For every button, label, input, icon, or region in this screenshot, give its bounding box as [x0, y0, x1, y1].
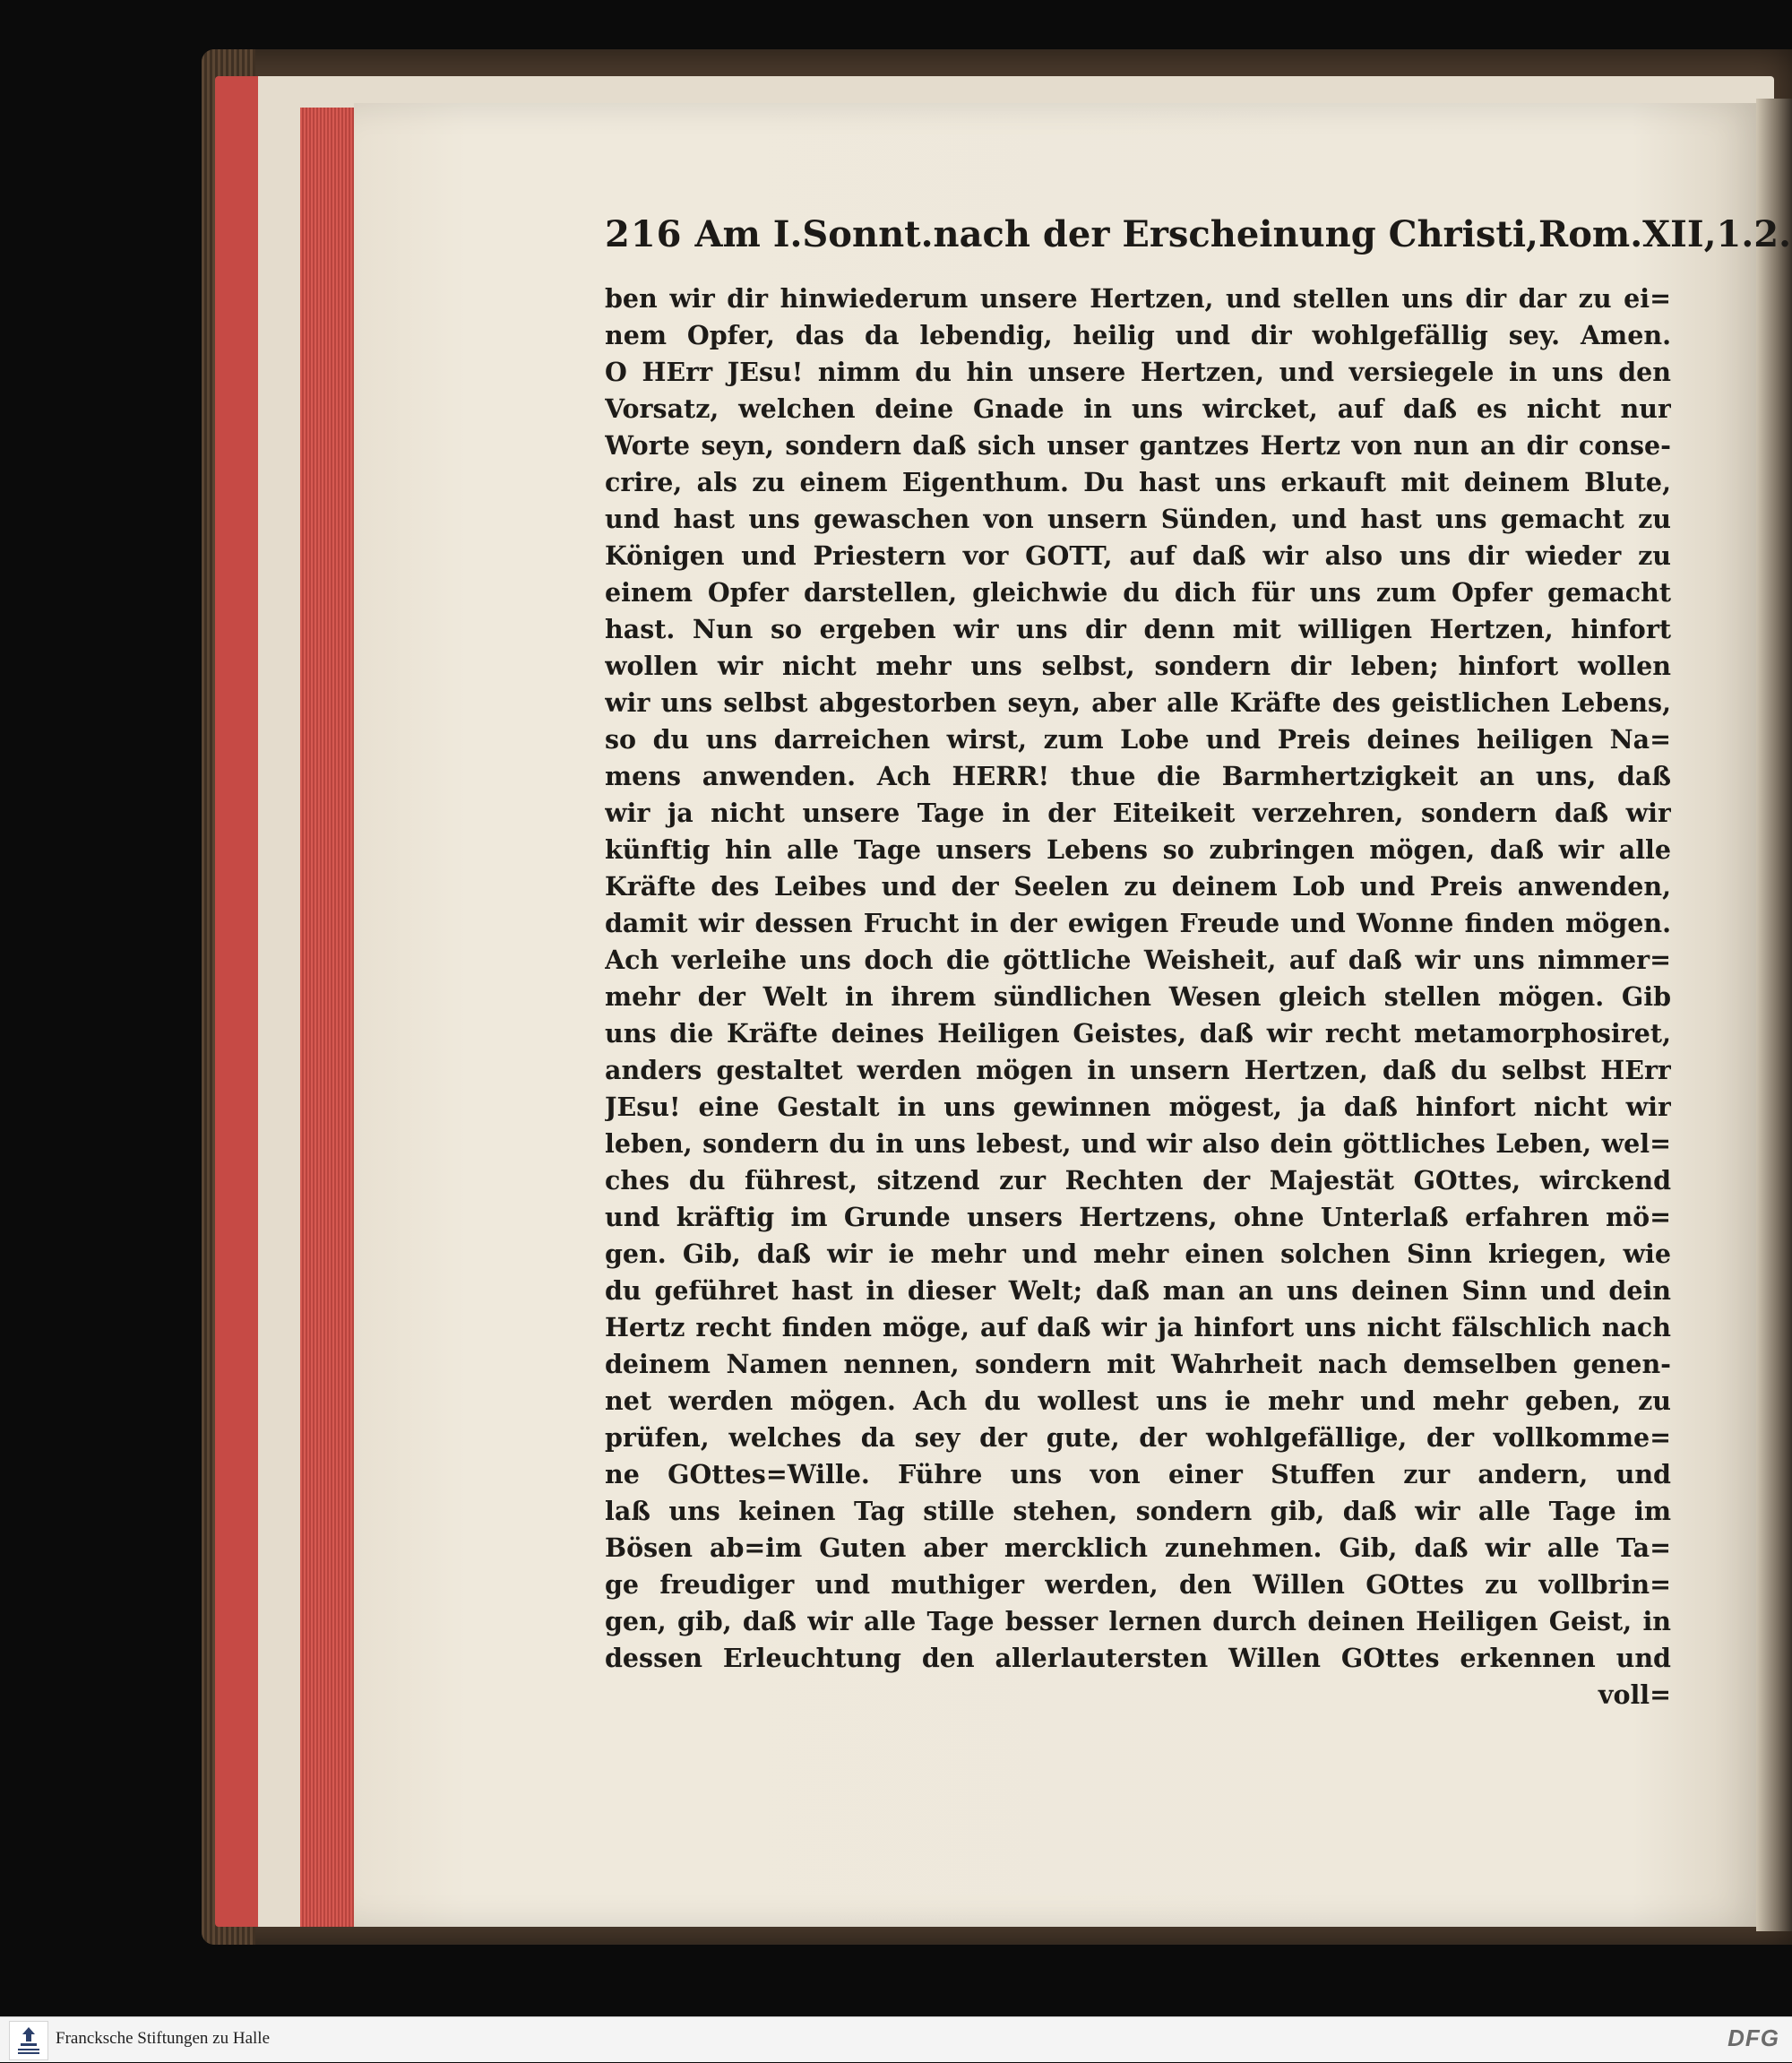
text-line: wir uns selbst abgestorben seyn, aber alle Kräfte des geistlichen Lebens, [605, 687, 1671, 718]
text-line: crire, als zu einem Eigenthum. Du hast uns erkauft mit deinem Blute, [605, 467, 1671, 497]
text-line: JEsu! eine Gestalt in uns gewinnen mögest, ja daß hinfort nicht wir [605, 1092, 1671, 1122]
text-line: Hertz recht finden möge, auf daß wir ja hinfort uns nicht fälschlich nach [605, 1312, 1671, 1342]
text-line: künftig hin alle Tage unsers Lebens so zubringen mögen, daß wir alle [605, 834, 1671, 865]
dfg-logo: DFG [1727, 2024, 1779, 2051]
text-line: gen, gib, daß wir alle Tage besser lernen durch deinen Heiligen Geist, in [605, 1606, 1671, 1636]
text-line: laß uns keinen Tag stille stehen, sondern gib, daß wir alle Tage im [605, 1496, 1671, 1526]
page-number: 216 [605, 213, 683, 255]
text-line: mehr der Welt in ihrem sündlichen Wesen gleich stellen mögen. Gib [605, 981, 1671, 1012]
text-line: uns die Kräfte deines Heiligen Geistes, daß wir recht metamorphosiret, [605, 1018, 1671, 1049]
text-line: leben, sondern du in uns lebest, und wir also dein göttliches Leben, wel= [605, 1128, 1671, 1159]
red-page-edges [300, 108, 354, 1927]
institution-name: Francksche Stiftungen zu Halle [56, 2029, 271, 2048]
text-line: ge freudiger und muthiger werden, den Willen GOttes zu vollbrin= [605, 1569, 1671, 1600]
running-title: Am I.Sonnt.nach der Erscheinung Christi,Rom.XII,1.2. [694, 213, 1792, 255]
text-line: einem Opfer darstellen, gleichwie du dich für uns zum Opfer gemacht [605, 577, 1671, 608]
catchword: voll= [1598, 1679, 1671, 1710]
text-line: wollen wir nicht mehr uns selbst, sondern dir leben; hinfort wollen [605, 651, 1671, 681]
text-line: Bösen ab=im Guten aber mercklich zunehmen. Gib, daß wir alle Ta= [605, 1532, 1671, 1563]
text-line: hast. Nun so ergeben wir uns dir denn mit willigen Hertzen, hinfort [605, 614, 1671, 644]
viewer-footer [0, 2016, 1792, 2062]
text-line: deinem Namen nennen, sondern mit Wahrheit nach demselben genen- [605, 1349, 1671, 1379]
text-line: du geführet hast in dieser Welt; daß man an uns deinen Sinn und dein [605, 1275, 1671, 1306]
text-line: so du uns darreichen wirst, zum Lobe und Preis deines heiligen Na= [605, 724, 1671, 755]
text-line: Worte seyn, sondern daß sich unser gantzes Hertz von nun an dir conse- [605, 430, 1671, 461]
text-line: und hast uns gewaschen von unsern Sünden, und hast uns gemacht zu [605, 504, 1671, 534]
text-line: ben wir dir hinwiederum unsere Hertzen, und stellen uns dir dar zu ei= [605, 283, 1671, 314]
text-line: ches du führest, sitzend zur Rechten der Majestät GOttes, wirckend [605, 1165, 1671, 1196]
text-line: mens anwenden. Ach HERR! thue die Barmhertzigkeit an uns, daß [605, 761, 1671, 791]
text-line: Vorsatz, welchen deine Gnade in uns wircket, auf daß es nicht nur [605, 393, 1671, 424]
text-line: ne GOttes=Wille. Führe uns von einer Stuffen zur andern, und [605, 1459, 1671, 1489]
page-gutter [1756, 99, 1792, 1931]
logo-graphic [10, 2022, 47, 2059]
francke-foundation-logo-icon[interactable] [9, 2021, 48, 2060]
text-line: und kräftig im Grunde unsers Hertzens, ohne Unterlaß erfahren mö= [605, 1202, 1671, 1232]
text-line: nem Opfer, das da lebendig, heilig und dir wohlgefällig sey. Amen. [605, 320, 1671, 350]
text-line: net werden mögen. Ach du wollest uns ie mehr und mehr geben, zu [605, 1385, 1671, 1416]
body-text [605, 281, 1671, 1713]
text-line: damit wir dessen Frucht in der ewigen Freude und Wonne finden mögen. [605, 908, 1671, 938]
text-line: anders gestaltet werden mögen in unsern Hertzen, daß du selbst HErr [605, 1055, 1671, 1085]
text-line: gen. Gib, daß wir ie mehr und mehr einen solchen Sinn kriegen, wie [605, 1239, 1671, 1269]
text-line: wir ja nicht unsere Tage in der Eiteikeit verzehren, sondern daß wir [605, 798, 1671, 828]
text-line: Ach verleihe uns doch die göttliche Weisheit, auf daß wir uns nimmer= [605, 945, 1671, 975]
text-line: Königen und Priestern vor GOTT, auf daß wir also uns dir wieder zu [605, 540, 1671, 571]
text-line: Kräfte des Leibes und der Seelen zu deinem Lob und Preis anwenden, [605, 871, 1671, 902]
text-line: O HErr JEsu! nimm du hin unsere Hertzen, und versiegele in uns den [605, 357, 1671, 387]
text-line: prüfen, welches da sey der gute, der wohlgefällige, der vollkomme= [605, 1422, 1671, 1453]
running-header [605, 213, 1792, 267]
text-line: dessen Erleuchtung den allerlautersten Willen GOttes erkennen und [605, 1643, 1671, 1673]
